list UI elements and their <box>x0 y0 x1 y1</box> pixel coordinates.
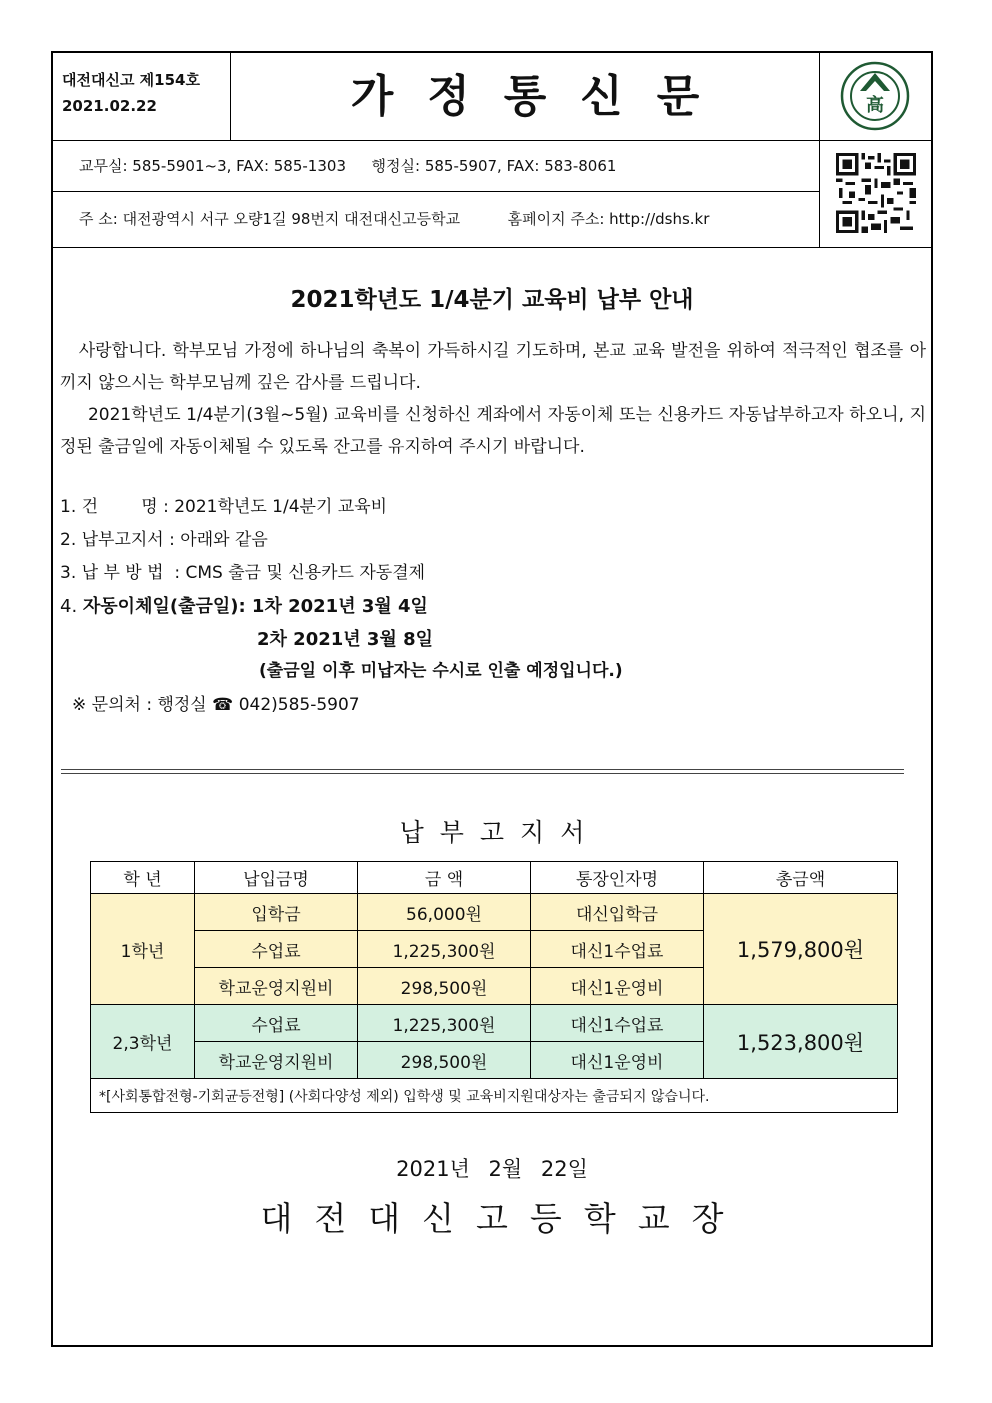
item-amount: 298,500원 <box>358 1042 531 1079</box>
item-name: 수업료 <box>195 1005 358 1042</box>
grade23-label: 2,3학년 <box>91 1005 195 1079</box>
header-item: 납입금명 <box>195 862 358 894</box>
newsletter-frame <box>51 51 933 1347</box>
inquiry-contact: ※ 문의처 : 행정실 ☎ 042)585-5907 <box>72 695 360 715</box>
item-debit-first: 자동이체일(출금일): 1차 2021년 3월 4일 <box>82 596 428 617</box>
header-amount: 금 액 <box>358 862 531 894</box>
notice-items <box>60 491 623 724</box>
item-amount: 1,225,300원 <box>358 1005 531 1042</box>
item-account: 대신입학금 <box>531 894 704 931</box>
school-address: 주 소: 대전광역시 서구 오량1길 98번지 대전대신고등학교 <box>79 210 461 228</box>
grade1-label: 1학년 <box>91 894 195 1005</box>
greeting-text: 사랑합니다. 학부모님 가정에 하나님의 축복이 가득하시길 기도하며, 본교 교육 발전을 위하여 적극적인 협조를 아끼지 않으시는 학부모님께 깊은 감사를 드립니다. <box>60 341 927 393</box>
header-account: 통장인자명 <box>531 862 704 894</box>
payment-text: 2021학년도 1/4분기(3월~5월) 교육비를 신청하신 계좌에서 자동이체 또는 신용카드 자동납부하고자 하오니, 지정된 출금일에 자동이체될 수 있도록 잔고를 유지하여 주시기 바랍니다. <box>60 405 926 457</box>
notice-title: 2021학년도 1/4분기 교육비 납부 안내 <box>290 287 694 313</box>
item-account: 대신1수업료 <box>531 1005 704 1042</box>
item-amount: 56,000원 <box>358 894 531 931</box>
table-row <box>91 1005 898 1042</box>
item-debit-date <box>60 590 623 623</box>
table-row <box>91 894 898 931</box>
header-total: 총금액 <box>704 862 898 894</box>
homepage-link[interactable]: 홈페이지 주소: http://dshs.kr <box>507 210 710 228</box>
table-footnote: *[사회통합전형-기회균등전형] (사회다양성 제외) 입학생 및 교육비지원대상자는 출금되지 않습니다. <box>91 1079 898 1113</box>
item-debit-second: 2차 2021년 3월 8일 <box>257 629 434 650</box>
item-name: 학교운영지원비 <box>195 1042 358 1079</box>
item-method: 3. 납 부 방 법 : CMS 출금 및 신용카드 자동결제 <box>60 563 426 583</box>
item-amount: 298,500원 <box>358 968 531 1005</box>
grade23-total: 1,523,800원 <box>704 1005 898 1079</box>
item-account: 대신1운영비 <box>531 1042 704 1079</box>
item-debit-note: (출금일 이후 미납자는 수시로 인출 예정입니다.) <box>259 661 623 681</box>
issue-date: 2021.02.22 <box>62 97 157 115</box>
qr-code-icon[interactable] <box>836 153 916 233</box>
header-grade: 학 년 <box>91 862 195 894</box>
emblem-text: 高 <box>866 95 884 116</box>
address-row <box>53 192 819 247</box>
school-principal: 대전대신고등학교장 <box>260 1199 746 1238</box>
header-top-row <box>53 53 931 141</box>
issue-info <box>53 53 231 140</box>
bill-title: 납부고지서 <box>399 818 601 847</box>
logo-qr-cell <box>819 53 931 247</box>
table-header-row <box>91 862 898 894</box>
table-footnote-row <box>91 1079 898 1113</box>
item-amount: 1,225,300원 <box>358 931 531 968</box>
item-name: 수업료 <box>195 931 358 968</box>
contact-row <box>53 140 819 192</box>
item-subject: 1. 건 명 : 2021학년도 1/4분기 교육비 <box>60 497 388 517</box>
grade1-total: 1,579,800원 <box>704 894 898 1005</box>
double-divider <box>61 769 904 774</box>
item-bill: 2. 납부고지서 : 아래와 같음 <box>60 530 268 550</box>
page-title: 가정통신문 <box>350 71 734 122</box>
bill-table <box>90 861 898 1113</box>
header-divider <box>53 247 931 248</box>
item-debit-prefix: 4. <box>60 596 83 617</box>
item-name: 학교운영지원비 <box>195 968 358 1005</box>
issue-footer-date: 2021년 2월 22일 <box>396 1157 588 1181</box>
item-account: 대신1수업료 <box>531 931 704 968</box>
item-account: 대신1운영비 <box>531 968 704 1005</box>
teachers-office-contact: 교무실: 585-5901~3, FAX: 585-1303 <box>79 157 346 175</box>
greeting-paragraph <box>60 335 926 399</box>
payment-paragraph <box>60 399 926 463</box>
school-emblem-icon <box>840 61 910 131</box>
issue-number: 대전대신고 제154호 <box>62 71 200 89</box>
admin-office-contact: 행정실: 585-5907, FAX: 583-8061 <box>371 157 617 175</box>
item-name: 입학금 <box>195 894 358 931</box>
